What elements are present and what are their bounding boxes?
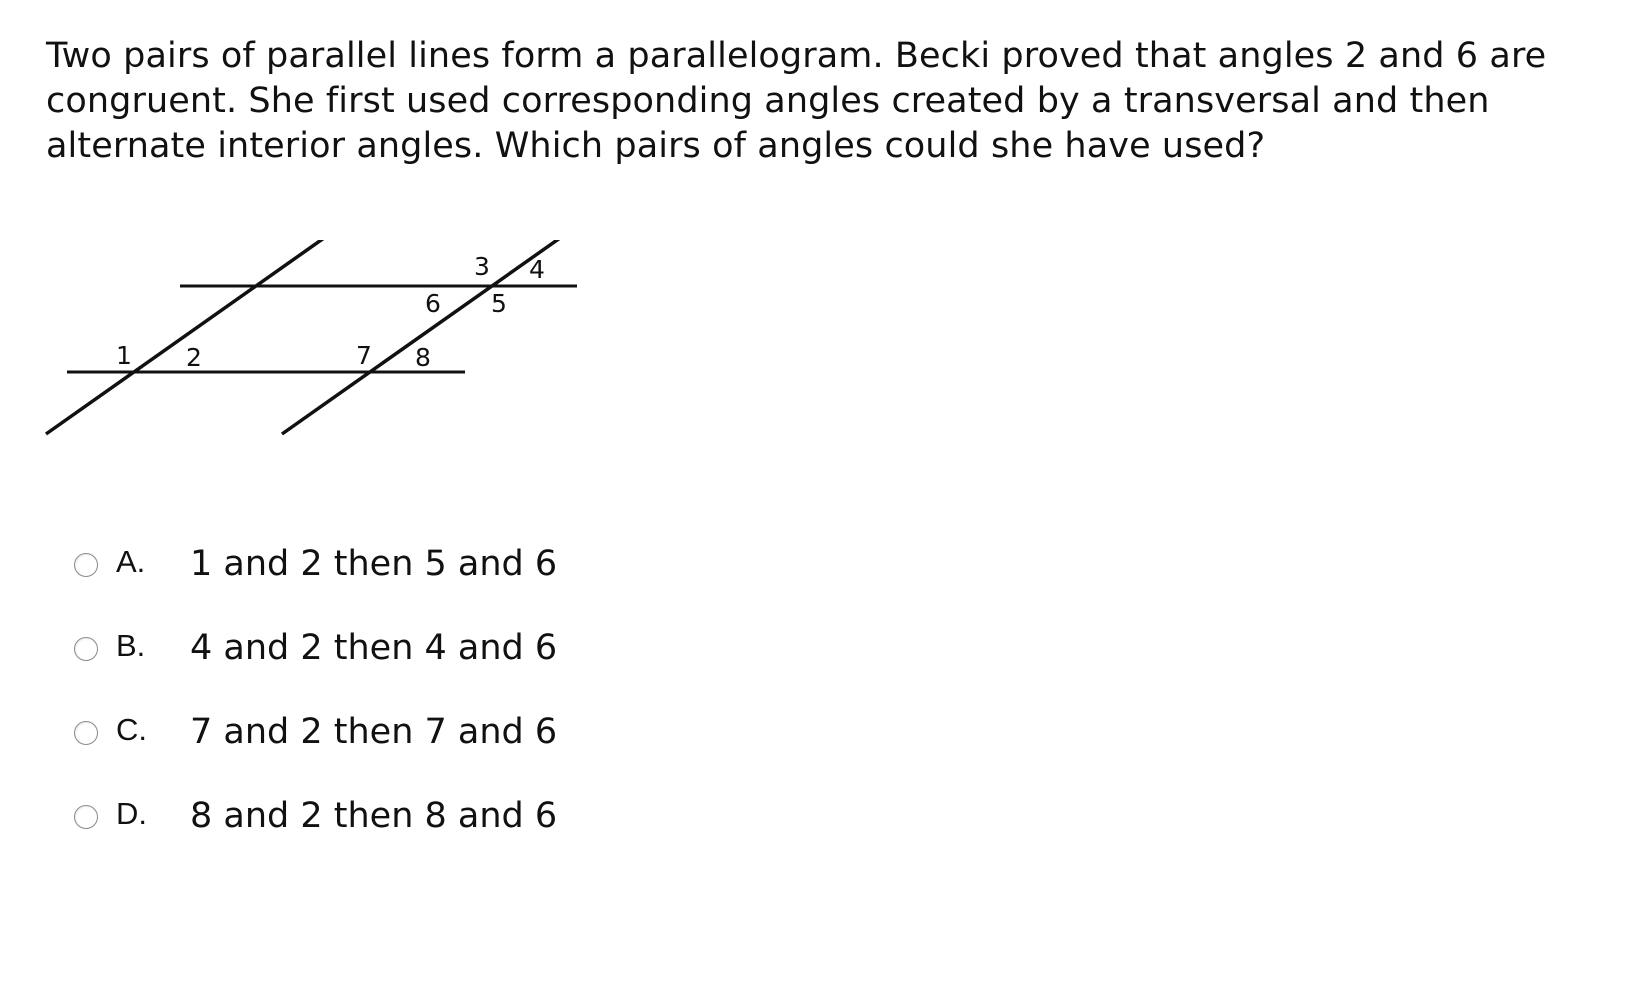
choice-b-letter: B. xyxy=(116,628,146,663)
angle-label-8: 8 xyxy=(415,343,431,372)
angle-label-1: 1 xyxy=(116,341,132,370)
angle-label-5: 5 xyxy=(491,289,507,318)
choice-b-radio[interactable] xyxy=(74,637,98,661)
choice-a[interactable] xyxy=(72,540,692,584)
angle-label-6: 6 xyxy=(425,289,441,318)
choice-d-text: 8 and 2 then 8 and 6 xyxy=(190,796,558,836)
choice-c-text: 7 and 2 then 7 and 6 xyxy=(190,712,558,752)
choice-c-letter: C. xyxy=(116,712,147,747)
choice-b[interactable] xyxy=(72,624,692,668)
choice-c[interactable] xyxy=(72,708,692,752)
right-transversal-line xyxy=(282,240,560,434)
parallelogram-diagram xyxy=(40,240,620,470)
choice-a-text: 1 and 2 then 5 and 6 xyxy=(190,544,558,584)
choice-a-radio[interactable] xyxy=(74,553,98,577)
angle-label-4: 4 xyxy=(529,255,545,284)
choice-d-radio[interactable] xyxy=(74,805,98,829)
angle-label-2: 2 xyxy=(186,343,202,372)
choice-d-letter: D. xyxy=(116,796,147,831)
question-text: Two pairs of parallel lines form a parallelogram. Becki proved that angles 2 and 6 are congruent. She first used corresponding angles created by a transversal and then alternate interior angles. Which pairs of angles could she have used? xyxy=(46,36,1547,166)
angle-label-7: 7 xyxy=(356,341,372,370)
choice-a-letter: A. xyxy=(116,544,146,579)
parallelogram-figure xyxy=(40,240,620,470)
choice-b-text: 4 and 2 then 4 and 6 xyxy=(190,628,558,668)
angle-label-3: 3 xyxy=(474,252,490,281)
left-transversal-line xyxy=(46,240,324,434)
choice-c-radio[interactable] xyxy=(74,721,98,745)
choice-d[interactable] xyxy=(72,792,692,836)
